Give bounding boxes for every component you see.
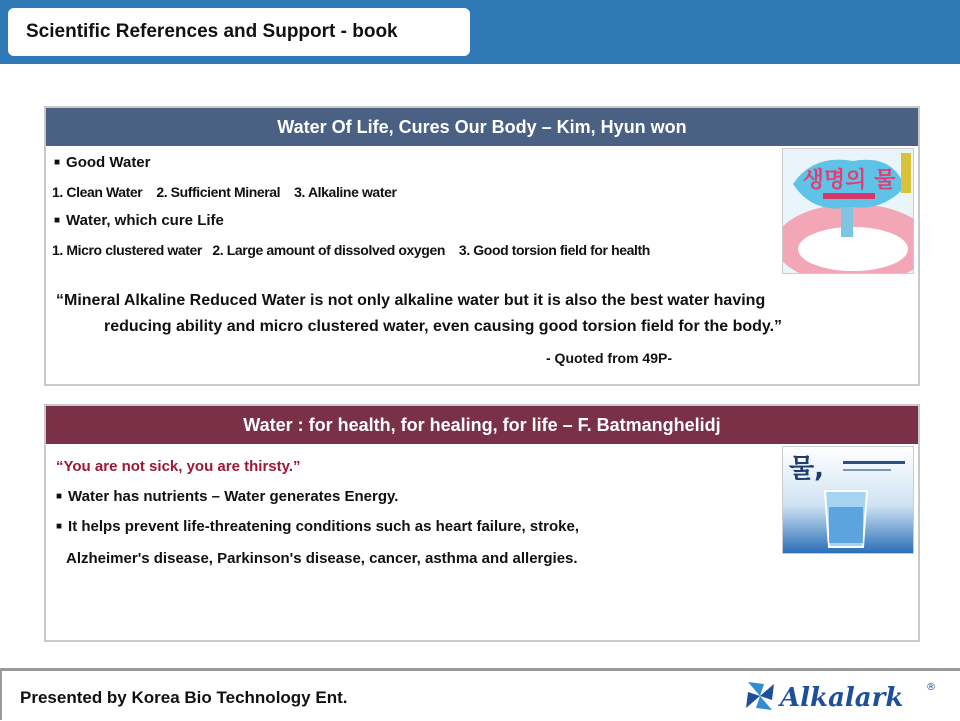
page-title: Scientific References and Support - book xyxy=(8,8,470,56)
svg-text:생명의 물: 생명의 물 xyxy=(802,168,896,193)
square-bullet-icon: ■ xyxy=(54,157,61,168)
bullet-good-water: ■ Good Water xyxy=(54,154,151,171)
footer-left-border xyxy=(0,668,2,720)
cure-life-list: 1. Micro clustered water 2. Large amount of dissolved oxygen 3. Good torsion field for health xyxy=(52,242,650,258)
square-bullet-icon: ■ xyxy=(56,491,63,502)
panel-title: Water : for health, for healing, for life – F. Batmanghelidj xyxy=(46,406,918,444)
svg-text:®: ® xyxy=(926,682,936,693)
pinwheel-logo-icon xyxy=(746,682,774,710)
bullet-prevent: ■ It helps prevent life-threatening conditions such as heart failure, stroke, xyxy=(56,518,579,535)
bullet-cure-life: ■ Water, which cure Life xyxy=(54,212,224,229)
quote-source: - Quoted from 49P- xyxy=(546,350,673,366)
svg-text:Alkalark: Alkalark xyxy=(780,683,904,713)
book-cover-image xyxy=(782,148,914,274)
thirsty-quote: “You are not sick, you are thirsty.” xyxy=(56,458,301,475)
alkalark-logo xyxy=(740,676,940,716)
book-cover-image xyxy=(782,446,914,554)
quote-line-1: “Mineral Alkaline Reduced Water is not only alkaline water but it is also the best water having xyxy=(56,292,766,309)
book-panel-batmanghelidj xyxy=(44,404,920,642)
bullet-prevent-continued: Alzheimer's disease, Parkinson's disease, cancer, asthma and allergies. xyxy=(66,550,578,567)
panel-title: Water Of Life, Cures Our Body – Kim, Hyun won xyxy=(46,108,918,146)
square-bullet-icon: ■ xyxy=(54,215,61,226)
good-water-list: 1. Clean Water 2. Sufficient Mineral 3. Alkaline water xyxy=(52,184,397,200)
book-panel-kim xyxy=(44,106,920,386)
footer-divider xyxy=(0,668,960,671)
quote-line-2: reducing ability and micro clustered water, even causing good torsion field for the body.” xyxy=(104,318,783,335)
presenter-credit: Presented by Korea Bio Technology Ent. xyxy=(20,688,348,707)
square-bullet-icon: ■ xyxy=(56,521,63,532)
bullet-nutrients: ■ Water has nutrients – Water generates Energy. xyxy=(56,488,399,505)
svg-text:물,: 물, xyxy=(789,454,824,484)
